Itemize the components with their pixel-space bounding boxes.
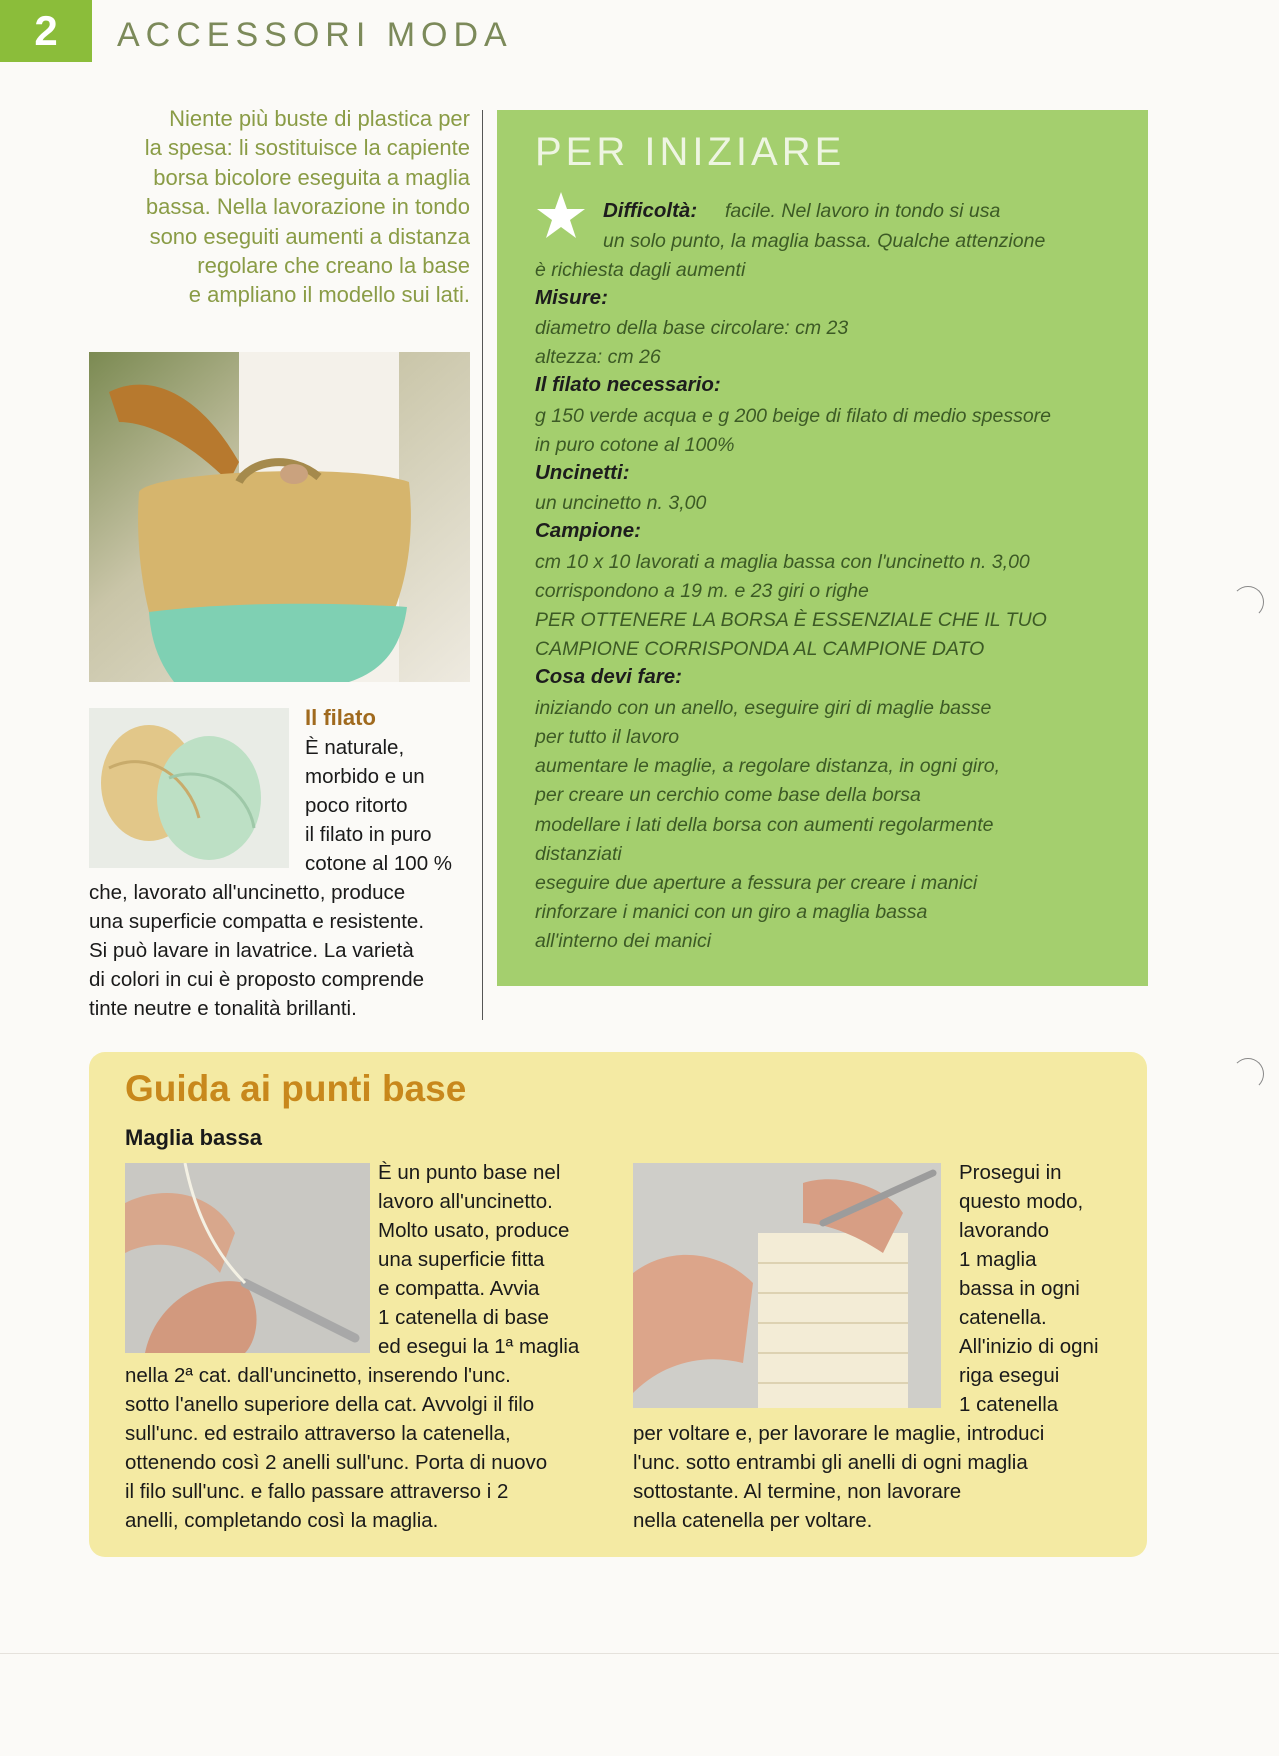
todo-step: rinforzare i manici con un giro a maglia bassa <box>535 901 928 923</box>
guide-line: Molto usato, produce <box>378 1219 570 1242</box>
todo-label: Cosa devi fare: <box>535 665 682 688</box>
guide-line: bassa in ogni <box>959 1277 1080 1300</box>
binder-hole-mark <box>1232 586 1264 618</box>
section-title: ACCESSORI MODA <box>117 16 513 54</box>
swatch-text: cm 10 x 10 lavorati a maglia bassa con l'uncinetto n. 3,00 <box>535 551 1030 573</box>
yarn-line: morbido e un <box>305 765 425 788</box>
hooks-label: Uncinetti: <box>535 461 630 484</box>
guide-line: sotto l'anello superiore della cat. Avvolgi il filo <box>125 1393 535 1416</box>
single-crochet-photo-rows <box>633 1163 941 1408</box>
measures-text: altezza: cm 26 <box>535 346 661 368</box>
yarn-line: poco ritorto <box>305 794 408 817</box>
yarn-heading: Il filato <box>305 705 376 730</box>
guide-line: lavoro all'uncinetto. <box>378 1190 553 1213</box>
guide-line: questo modo, <box>959 1190 1084 1213</box>
page-bottom-edge <box>0 1653 1279 1654</box>
yarn-line: È naturale, <box>305 736 405 759</box>
todo-step: per tutto il lavoro <box>535 726 680 748</box>
yarn-line: una superficie compatta e resistente. <box>89 910 425 933</box>
guide-title: Guida ai punti base <box>125 1068 467 1109</box>
swatch-note: CAMPIONE CORRISPONDA AL CAMPIONE DATO <box>535 638 985 660</box>
measures-text: diametro della base circolare: cm 23 <box>535 317 849 339</box>
yarn-needed-text: in puro cotone al 100% <box>535 434 735 456</box>
difficulty-text: facile. Nel lavoro in tondo si usa <box>725 200 1001 222</box>
intro-line: borsa bicolore eseguita a maglia <box>153 164 470 190</box>
yarn-line: che, lavorato all'uncinetto, produce <box>89 881 406 904</box>
swatch-note: PER OTTENERE LA BORSA È ESSENZIALE CHE IL TUO <box>535 609 1047 631</box>
page-number-badge <box>0 0 92 62</box>
guide-line: nella catenella per voltare. <box>633 1509 873 1532</box>
guide-line: sull'unc. ed estrailo attraverso la catenella, <box>125 1422 511 1445</box>
difficulty-text: un solo punto, la maglia bassa. Qualche attenzione <box>603 230 1046 252</box>
yarn-line: il filato in puro <box>305 823 432 846</box>
guide-line: per voltare e, per lavorare le maglie, introduci <box>633 1422 1045 1445</box>
yarn-line: cotone al 100 % <box>305 852 453 875</box>
guide-line: Prosegui in <box>959 1161 1062 1184</box>
guide-subtitle: Maglia bassa <box>125 1125 262 1150</box>
yarn-needed-text: g 150 verde acqua e g 200 beige di filato di medio spessore <box>535 405 1052 427</box>
star-icon <box>535 190 587 242</box>
guide-line: ottenendo così 2 anelli sull'unc. Porta di nuovo <box>125 1451 548 1474</box>
binder-hole-mark <box>1232 1058 1264 1090</box>
difficulty-text: è richiesta dagli aumenti <box>535 259 746 281</box>
bag-photo <box>89 352 470 682</box>
yarn-description-long <box>89 878 479 1023</box>
guide-line: 1 catenella di base <box>378 1306 549 1329</box>
guide-line: catenella. <box>959 1306 1047 1329</box>
guide-line: lavorando <box>959 1219 1050 1242</box>
single-crochet-photo-start <box>125 1163 370 1353</box>
yarn-description-short <box>305 733 475 878</box>
yarn-needed-label: Il filato necessario: <box>535 373 721 396</box>
guide-line: È un punto base nel <box>378 1161 561 1184</box>
guide-line: sottostante. Al termine, non lavorare <box>633 1480 962 1503</box>
swatch-text: corrispondono a 19 m. e 23 giri o righe <box>535 580 869 602</box>
guide-left-body <box>125 1361 547 1535</box>
guide-line: una superficie fitta <box>378 1248 545 1271</box>
guide-left-intro <box>378 1158 579 1361</box>
todo-step: aumentare le maglie, a regolare distanza, in ogni giro, <box>535 755 1001 777</box>
todo-step: per creare un cerchio come base della borsa <box>535 784 921 806</box>
panel-title: PER INIZIARE <box>535 130 846 174</box>
guide-line: e compatta. Avvia <box>378 1277 540 1300</box>
intro-line: la spesa: li sostituisce la capiente <box>144 135 470 161</box>
hooks-text: un uncinetto n. 3,00 <box>535 492 707 514</box>
guide-line: l'unc. sotto entrambi gli anelli di ogni maglia <box>633 1451 1028 1474</box>
yarn-photo <box>89 708 289 868</box>
guide-line: 1 catenella <box>959 1393 1059 1416</box>
intro-line: regolare che creano la base <box>197 253 470 279</box>
intro-line: sono eseguiti aumenti a distanza <box>149 223 470 249</box>
todo-step: eseguire due aperture a fessura per creare i manici <box>535 872 978 894</box>
yarn-line: di colori in cui è proposto comprende <box>89 968 425 991</box>
measures-label: Misure: <box>535 286 608 309</box>
guide-line: il filo sull'unc. e fallo passare attraverso i 2 <box>125 1480 509 1503</box>
todo-step: all'interno dei manici <box>535 930 712 952</box>
column-divider <box>482 110 483 1020</box>
guide-line: 1 maglia <box>959 1248 1037 1271</box>
difficulty-label: Difficoltà: <box>603 199 698 222</box>
guide-right-intro <box>959 1158 1099 1419</box>
todo-step: distanziati <box>535 843 622 865</box>
intro-line: e ampliano il modello sui lati. <box>188 282 470 308</box>
guide-right-body <box>633 1419 1044 1535</box>
guide-line: All'inizio di ogni <box>959 1335 1099 1358</box>
yarn-line: tinte neutre e tonalità brillanti. <box>89 997 357 1020</box>
todo-step: modellare i lati della borsa con aumenti regolarmente <box>535 814 994 836</box>
yarn-line: Si può lavare in lavatrice. La varietà <box>89 939 414 962</box>
guide-line: ed esegui la 1ª maglia <box>378 1335 580 1358</box>
guide-line: anelli, completando così la maglia. <box>125 1509 439 1532</box>
guide-line: riga esegui <box>959 1364 1060 1387</box>
page-number: 2 <box>34 7 58 54</box>
guide-line: nella 2ª cat. dall'uncinetto, inserendo l'unc. <box>125 1364 511 1387</box>
intro-text <box>80 104 470 310</box>
intro-line: bassa. Nella lavorazione in tondo <box>145 194 470 220</box>
swatch-label: Campione: <box>535 519 641 542</box>
todo-step: iniziando con un anello, eseguire giri di maglie basse <box>535 697 992 719</box>
intro-line: Niente più buste di plastica per <box>169 106 470 131</box>
